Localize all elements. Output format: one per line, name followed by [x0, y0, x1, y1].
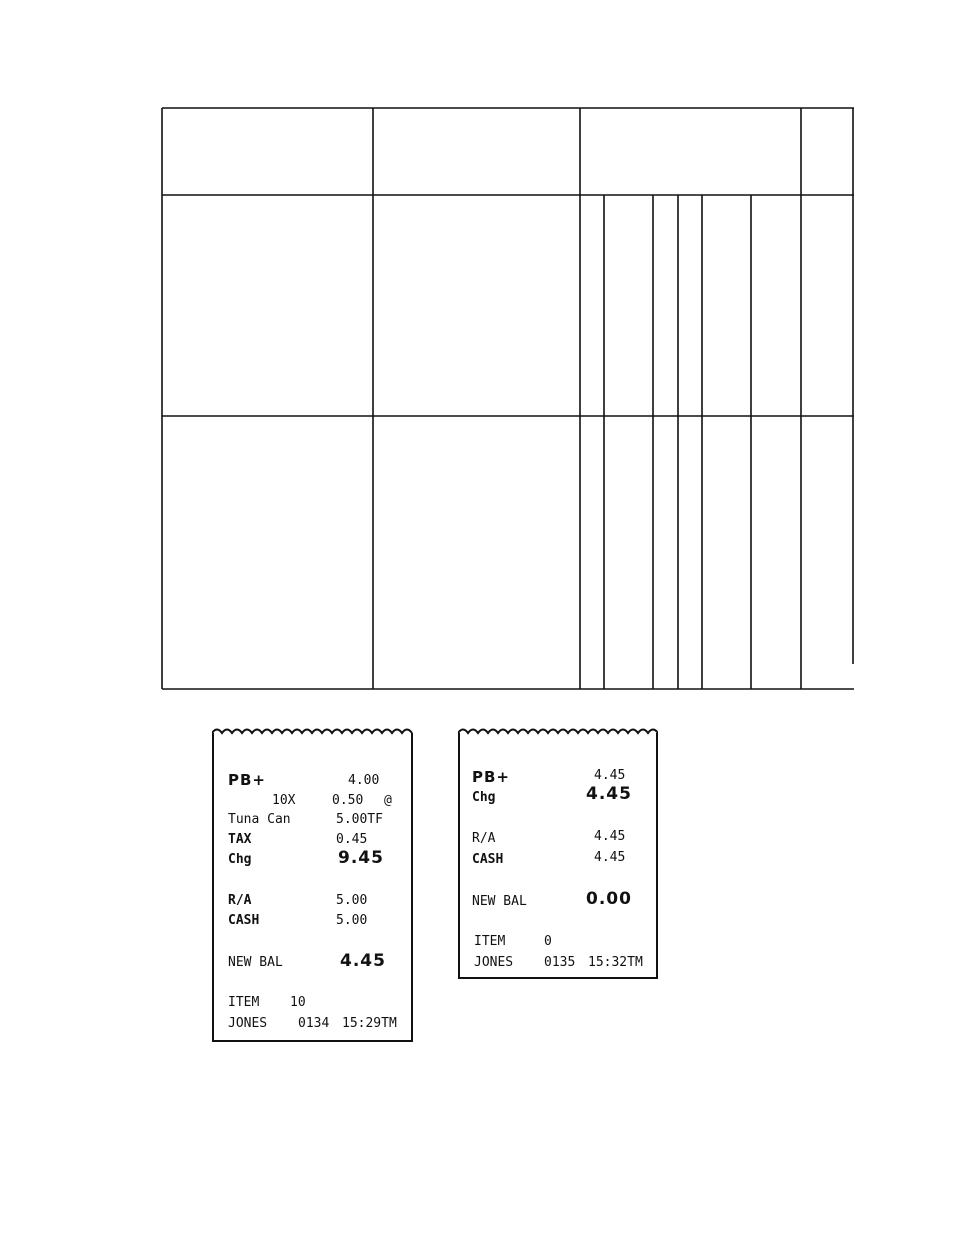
- pb-label: PB+: [228, 771, 266, 789]
- newbal-label: NEW BAL: [228, 955, 283, 970]
- timestamp: 15:32TM: [588, 955, 643, 970]
- receipt-1: [212, 733, 413, 1042]
- chg-label: Chg: [228, 852, 252, 867]
- tear-edge: [458, 724, 658, 736]
- chg-value: 4.45: [586, 784, 632, 804]
- ra-label: R/A: [228, 893, 252, 908]
- newbal-value: 0.00: [586, 889, 632, 909]
- qty: 10X: [272, 793, 296, 808]
- transaction-number: 0135: [544, 955, 576, 970]
- newbal-value: 4.45: [340, 951, 386, 971]
- transaction-number: 0134: [298, 1016, 330, 1031]
- item-name: Tuna Can: [228, 812, 291, 827]
- at-sign: @: [384, 793, 392, 808]
- unit-price: 0.50: [332, 793, 364, 808]
- timestamp: 15:29TM: [342, 1016, 397, 1031]
- newbal-label: NEW BAL: [472, 894, 527, 909]
- cash-label: CASH: [228, 913, 260, 928]
- pb-value: 4.45: [594, 768, 626, 783]
- item-count: 10: [290, 995, 306, 1010]
- tear-edge: [212, 724, 413, 736]
- item-value: 5.00TF: [336, 812, 383, 827]
- clerk-name: JONES: [474, 955, 514, 970]
- item-label: ITEM: [228, 995, 260, 1010]
- tax-value: 0.45: [336, 832, 368, 847]
- item-count: 0: [544, 934, 552, 949]
- chg-value: 9.45: [338, 848, 384, 868]
- chg-label: Chg: [472, 790, 496, 805]
- cash-label: CASH: [472, 852, 504, 867]
- pb-label: PB+: [472, 768, 510, 786]
- ra-value: 5.00: [336, 893, 368, 908]
- item-label: ITEM: [474, 934, 506, 949]
- ra-value: 4.45: [594, 829, 626, 844]
- clerk-name: JONES: [228, 1016, 268, 1031]
- cash-value: 5.00: [336, 913, 368, 928]
- ra-label: R/A: [472, 831, 496, 846]
- pb-value: 4.00: [348, 773, 380, 788]
- receipt-2: [458, 733, 658, 979]
- tax-label: TAX: [228, 832, 252, 847]
- cash-value: 4.45: [594, 850, 626, 865]
